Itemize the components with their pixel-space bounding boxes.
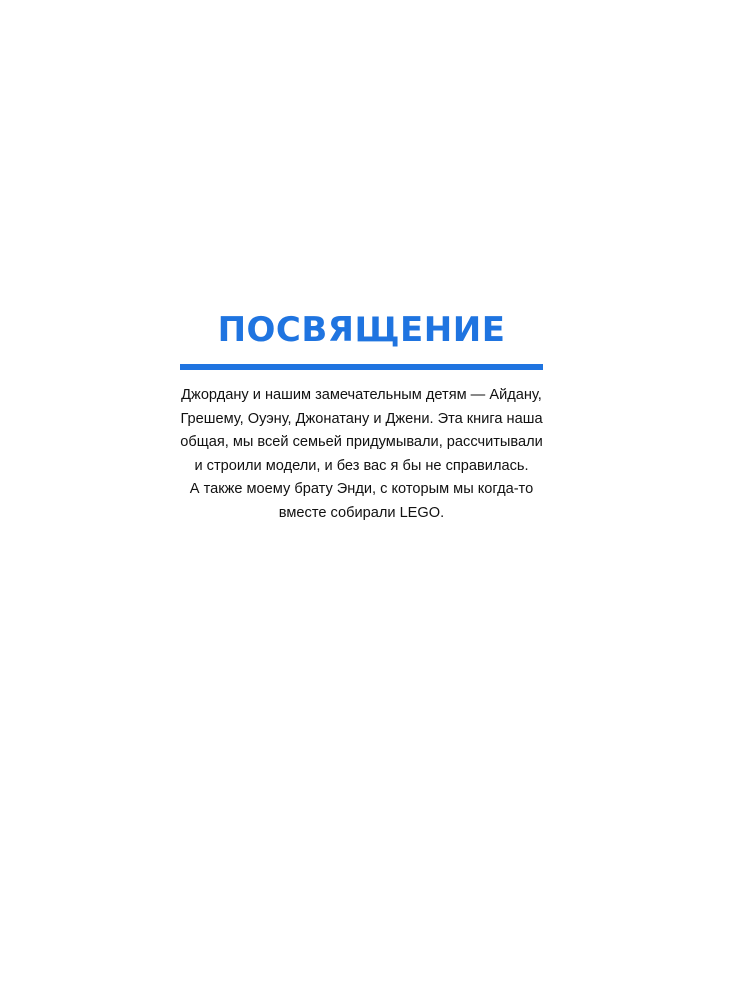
dedication-line: вместе собирали LEGO. <box>278 504 445 521</box>
dedication-line: Грешему, Оуэну, Джонатану и Джени. Эта книга наша <box>180 410 543 427</box>
dedication-section <box>180 306 543 525</box>
dedication-line: общая, мы всей семьей придумывали, рассчитывали <box>180 434 543 450</box>
dedication-line: А также моему брату Энди, с которым мы когда-то <box>189 481 534 497</box>
dedication-line: Джордану и нашим замечательным детям — Айдану, <box>181 387 542 403</box>
dedication-line: и строили модели, и без вас я бы не справилась. <box>194 457 529 474</box>
dedication-heading: ПОСВЯЩЕНИЕ <box>217 310 506 350</box>
dedication-text <box>180 384 543 525</box>
heading-underline-rule <box>180 364 543 370</box>
